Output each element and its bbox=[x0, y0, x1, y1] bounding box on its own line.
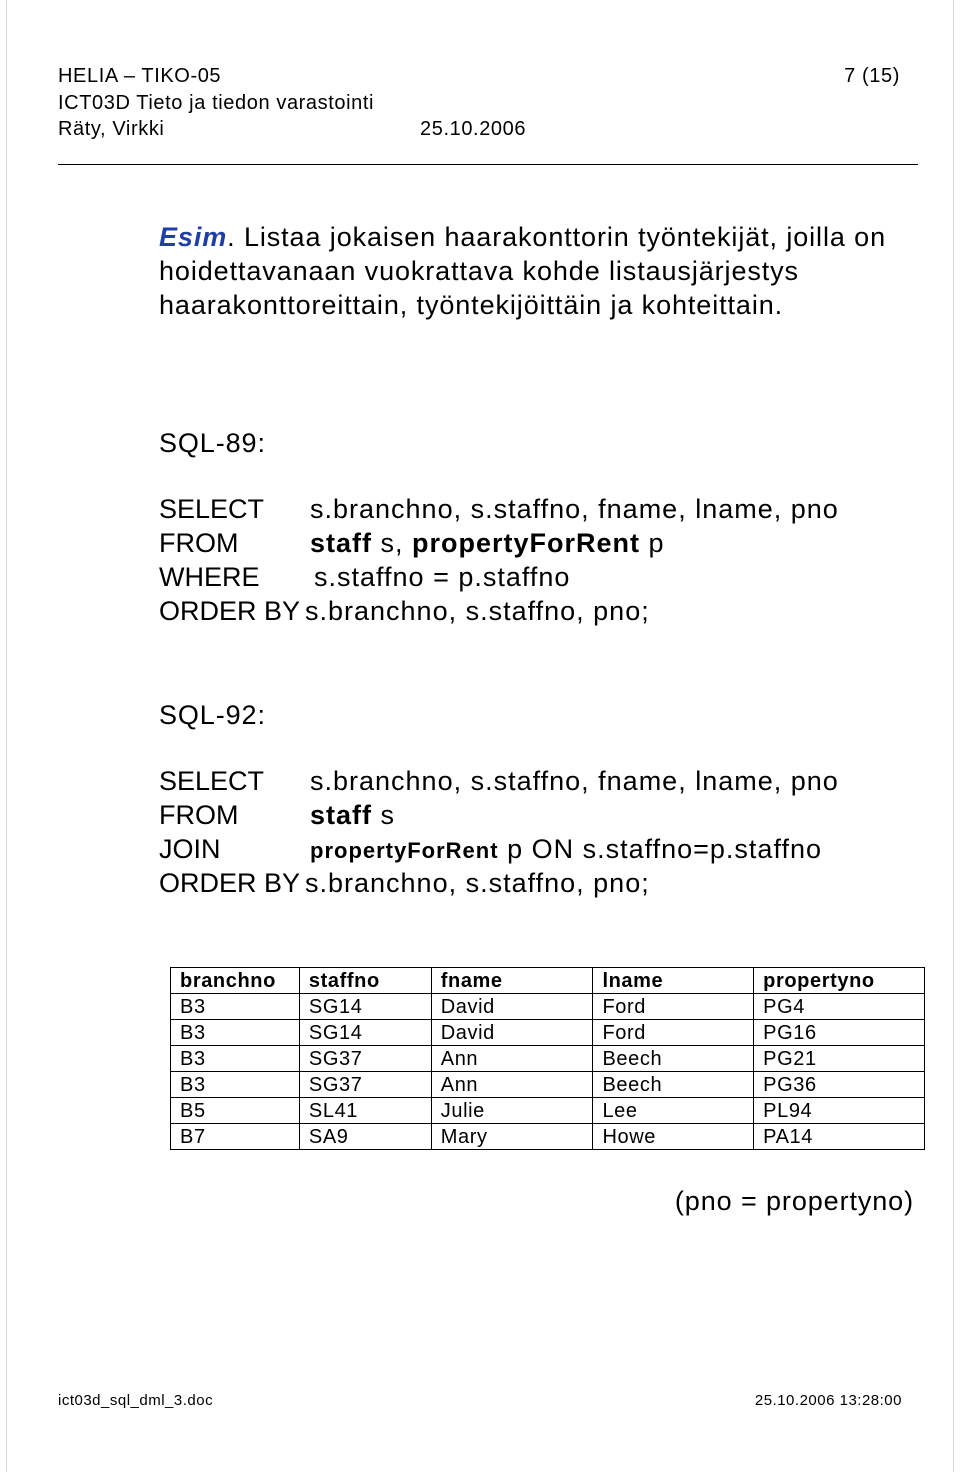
table-row bbox=[171, 1046, 925, 1072]
header-page-number: 7 (15) bbox=[844, 65, 900, 87]
from-clause bbox=[310, 798, 395, 832]
select-keyword: SELECT bbox=[159, 494, 265, 524]
table-cell: Lee bbox=[593, 1098, 754, 1124]
select-columns: s.branchno, s.staffno, fname, lname, pno bbox=[310, 494, 839, 524]
table-name-propertyforrent: propertyForRent bbox=[310, 838, 499, 863]
table-cell: Ford bbox=[593, 994, 754, 1020]
table-cell: B3 bbox=[171, 994, 300, 1020]
join-clause bbox=[310, 832, 822, 868]
table-cell: Howe bbox=[593, 1124, 754, 1150]
esim-label: Esim bbox=[159, 222, 228, 252]
table-cell: PL94 bbox=[754, 1098, 925, 1124]
table-cell: David bbox=[431, 994, 593, 1020]
table-row bbox=[171, 1020, 925, 1046]
where-condition: s.staffno = p.staffno bbox=[314, 562, 571, 592]
where-keyword: WHERE bbox=[159, 562, 260, 592]
table-cell: PA14 bbox=[754, 1124, 925, 1150]
table-cell: SA9 bbox=[299, 1124, 431, 1150]
from-keyword: FROM bbox=[159, 800, 239, 830]
table-name-staff: staff bbox=[310, 800, 373, 830]
intro-text: . Listaa jokaisen haarakonttorin työntekijät, joilla on hoidettavanaan vuokrattava kohde listausjärjestys haarakonttoreittain, työntekijöittäin ja kohteittain. bbox=[159, 222, 886, 320]
page-edge-left bbox=[6, 0, 7, 1472]
order-by-columns: s.branchno, s.staffno, pno; bbox=[305, 868, 650, 898]
table-name-staff: staff bbox=[310, 528, 373, 558]
table-header-row bbox=[171, 968, 925, 994]
table-cell: PG36 bbox=[754, 1072, 925, 1098]
table-cell: Beech bbox=[593, 1046, 754, 1072]
table-cell: Ann bbox=[431, 1046, 593, 1072]
table-cell: PG4 bbox=[754, 994, 925, 1020]
table-cell: B5 bbox=[171, 1098, 300, 1124]
table-cell: B3 bbox=[171, 1072, 300, 1098]
table-cell: B3 bbox=[171, 1046, 300, 1072]
header-rule bbox=[58, 164, 918, 165]
table-cell: Julie bbox=[431, 1098, 593, 1124]
table-cell: Beech bbox=[593, 1072, 754, 1098]
page-edge-right bbox=[953, 0, 954, 1472]
join-condition: p ON s.staffno=p.staffno bbox=[498, 834, 822, 864]
footer-filename: ict03d_sql_dml_3.doc bbox=[58, 1392, 214, 1409]
table-cell: B3 bbox=[171, 1020, 300, 1046]
from-alias-p: p bbox=[640, 528, 665, 558]
header-authors: Räty, Virkki bbox=[58, 118, 165, 140]
from-clause bbox=[310, 526, 665, 560]
table-row bbox=[171, 1072, 925, 1098]
header-date: 25.10.2006 bbox=[420, 118, 527, 140]
table-cell: SL41 bbox=[299, 1098, 431, 1124]
column-header-lname: lname bbox=[593, 968, 754, 994]
intro-paragraph bbox=[159, 220, 919, 322]
from-alias-s: s, bbox=[372, 528, 413, 558]
sql89-label: SQL-89: bbox=[159, 428, 266, 458]
column-header-staffno: staffno bbox=[299, 968, 431, 994]
table-row bbox=[171, 994, 925, 1020]
select-columns: s.branchno, s.staffno, fname, lname, pno bbox=[310, 766, 839, 796]
table-row bbox=[171, 1098, 925, 1124]
table-cell: Ann bbox=[431, 1072, 593, 1098]
table-cell: SG14 bbox=[299, 994, 431, 1020]
join-keyword: JOIN bbox=[159, 834, 221, 864]
order-by-columns: s.branchno, s.staffno, pno; bbox=[305, 596, 650, 626]
select-keyword: SELECT bbox=[159, 766, 265, 796]
column-header-branchno: branchno bbox=[171, 968, 300, 994]
table-cell: SG37 bbox=[299, 1072, 431, 1098]
sql92-label: SQL-92: bbox=[159, 700, 266, 730]
table-cell: SG14 bbox=[299, 1020, 431, 1046]
result-table bbox=[170, 967, 925, 1150]
column-header-fname: fname bbox=[431, 968, 593, 994]
header-course: HELIA – TIKO-05 bbox=[58, 65, 222, 87]
table-row bbox=[171, 1124, 925, 1150]
footer-timestamp: 25.10.2006 13:28:00 bbox=[754, 1392, 902, 1409]
table-cell: Mary bbox=[431, 1124, 593, 1150]
from-keyword: FROM bbox=[159, 528, 239, 558]
table-name-propertyforrent: propertyForRent bbox=[412, 528, 641, 558]
header-subject: ICT03D Tieto ja tiedon varastointi bbox=[58, 92, 375, 114]
abbreviation-note: (pno = propertyno) bbox=[674, 1186, 914, 1216]
from-alias-s: s bbox=[372, 800, 396, 830]
order-by-keyword: ORDER BY bbox=[159, 868, 301, 898]
table-cell: SG37 bbox=[299, 1046, 431, 1072]
table-cell: B7 bbox=[171, 1124, 300, 1150]
column-header-propertyno: propertyno bbox=[754, 968, 925, 994]
table-cell: Ford bbox=[593, 1020, 754, 1046]
table-cell: PG16 bbox=[754, 1020, 925, 1046]
table-cell: PG21 bbox=[754, 1046, 925, 1072]
order-by-keyword: ORDER BY bbox=[159, 596, 301, 626]
table-cell: David bbox=[431, 1020, 593, 1046]
